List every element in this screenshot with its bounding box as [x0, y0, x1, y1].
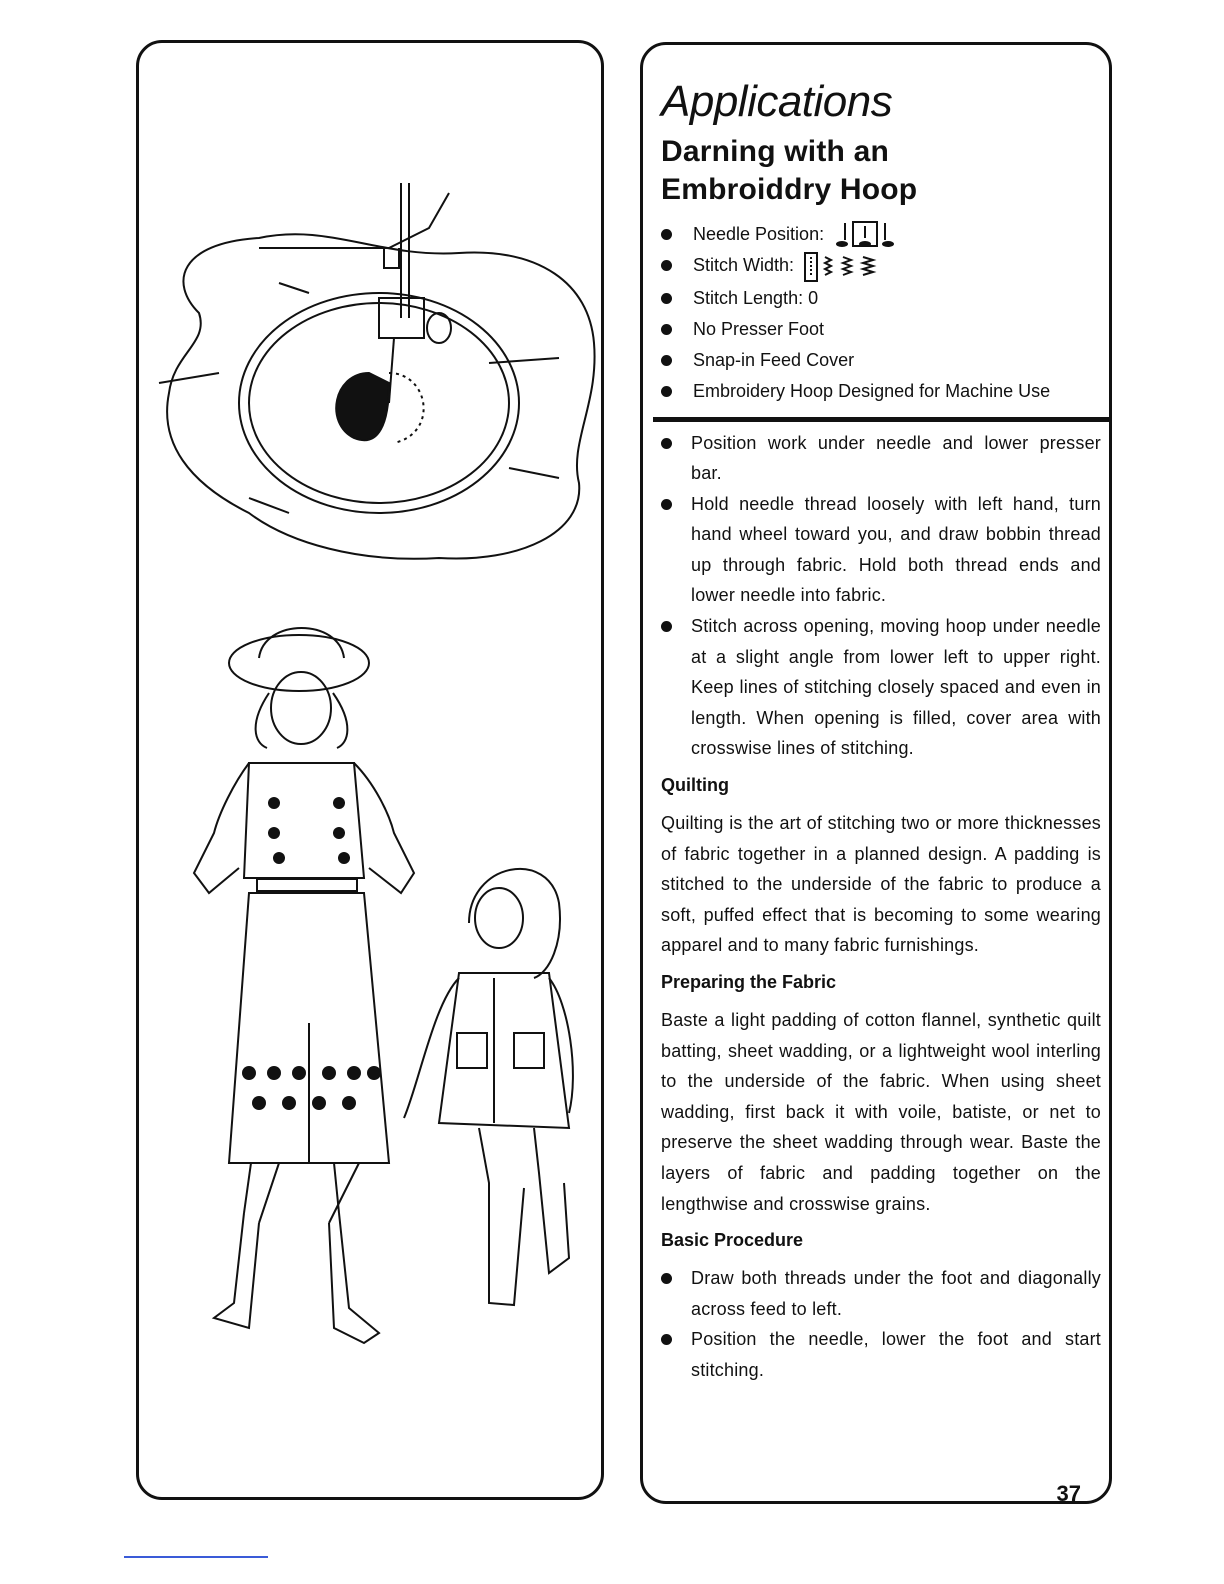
- spec-feed-cover: Snap-in Feed Cover: [661, 345, 1101, 376]
- bullet-icon: [661, 324, 672, 335]
- page-number: 37: [1051, 1481, 1087, 1504]
- bullet-icon: [661, 499, 672, 510]
- procedure-item: Position the needle, lower the foot and start stitching.: [661, 1324, 1101, 1385]
- woman-figure-illustration: [194, 628, 414, 1343]
- bullet-icon: [661, 1273, 672, 1284]
- bullet-icon: [661, 260, 672, 271]
- bullet-icon: [661, 293, 672, 304]
- step-item: Stitch across opening, moving hoop under needle at a slight angle from lower left to upper right. Keep lines of stitching closely spaced and even in length. When opening is filled, cover area with crosswise lines of stitching.: [661, 611, 1101, 764]
- bullet-icon: [661, 1334, 672, 1345]
- spec-presser-foot: No Presser Foot: [661, 314, 1101, 345]
- quilting-paragraph: Quilting is the art of stitching two or more thicknesses of fabric together in a planned design. A padding is stitched to the underside of the fabric to produce a soft, puffed effect that is becoming to some wearing apparel and to many fabric furnishings.: [661, 813, 1101, 956]
- preparing-heading: Preparing the Fabric: [661, 972, 837, 992]
- footer-link-underline: [124, 1556, 268, 1558]
- settings-list: [661, 219, 1101, 407]
- procedure-item: Draw both threads under the foot and diagonally across feed to left.: [661, 1263, 1101, 1324]
- step-item: Hold needle thread loosely with left hand, turn hand wheel toward you, and draw bobbin thread up through fabric. Hold both thread ends and lower needle into fabric.: [661, 489, 1101, 611]
- step-item: Position work under needle and lower presser bar.: [661, 428, 1101, 489]
- title-line-1: Darning with an: [661, 135, 889, 168]
- illustration-drawings: [139, 43, 604, 1500]
- bullet-icon: [661, 438, 672, 449]
- spec-hoop: Embroidery Hoop Designed for Machine Use: [661, 376, 1101, 407]
- darning-steps-list: [661, 428, 1101, 765]
- spec-stitch-width: Stitch Width:: [661, 250, 1101, 282]
- spec-stitch-length: Stitch Length: 0: [661, 283, 1101, 314]
- bullet-icon: [661, 621, 672, 632]
- child-figure-illustration: [404, 869, 573, 1305]
- divider-rule: [653, 417, 1109, 422]
- spec-needle-position: Needle Position:: [661, 219, 1101, 250]
- section-heading: Applications: [661, 77, 893, 126]
- title-line-2: Embroiddry Hoop: [661, 173, 918, 206]
- preparing-paragraph: Baste a light padding of cotton flannel, synthetic quilt batting, sheet wadding, or a lightweight wool interling to the underside of the fabric. When using sheet wadding, first back it with voile, batiste, or net to preserve the sheet wadding through wear. Baste the layers of fabric and padding together on the lengthwise and crosswise grains.: [661, 1010, 1101, 1214]
- embroidery-hoop-illustration: [159, 183, 595, 559]
- illustration-panel: [136, 40, 604, 1500]
- bullet-icon: [661, 355, 672, 366]
- needle-position-icon: [833, 220, 897, 250]
- bullet-icon: [661, 229, 672, 240]
- instructions-panel: [640, 42, 1112, 1504]
- bullet-icon: [661, 386, 672, 397]
- basic-procedure-list: [661, 1263, 1101, 1385]
- quilting-heading: Quilting: [661, 775, 729, 796]
- stitch-width-icon: [803, 251, 889, 283]
- page-title: [661, 133, 1101, 209]
- basic-procedure-heading: Basic Procedure: [661, 1230, 804, 1251]
